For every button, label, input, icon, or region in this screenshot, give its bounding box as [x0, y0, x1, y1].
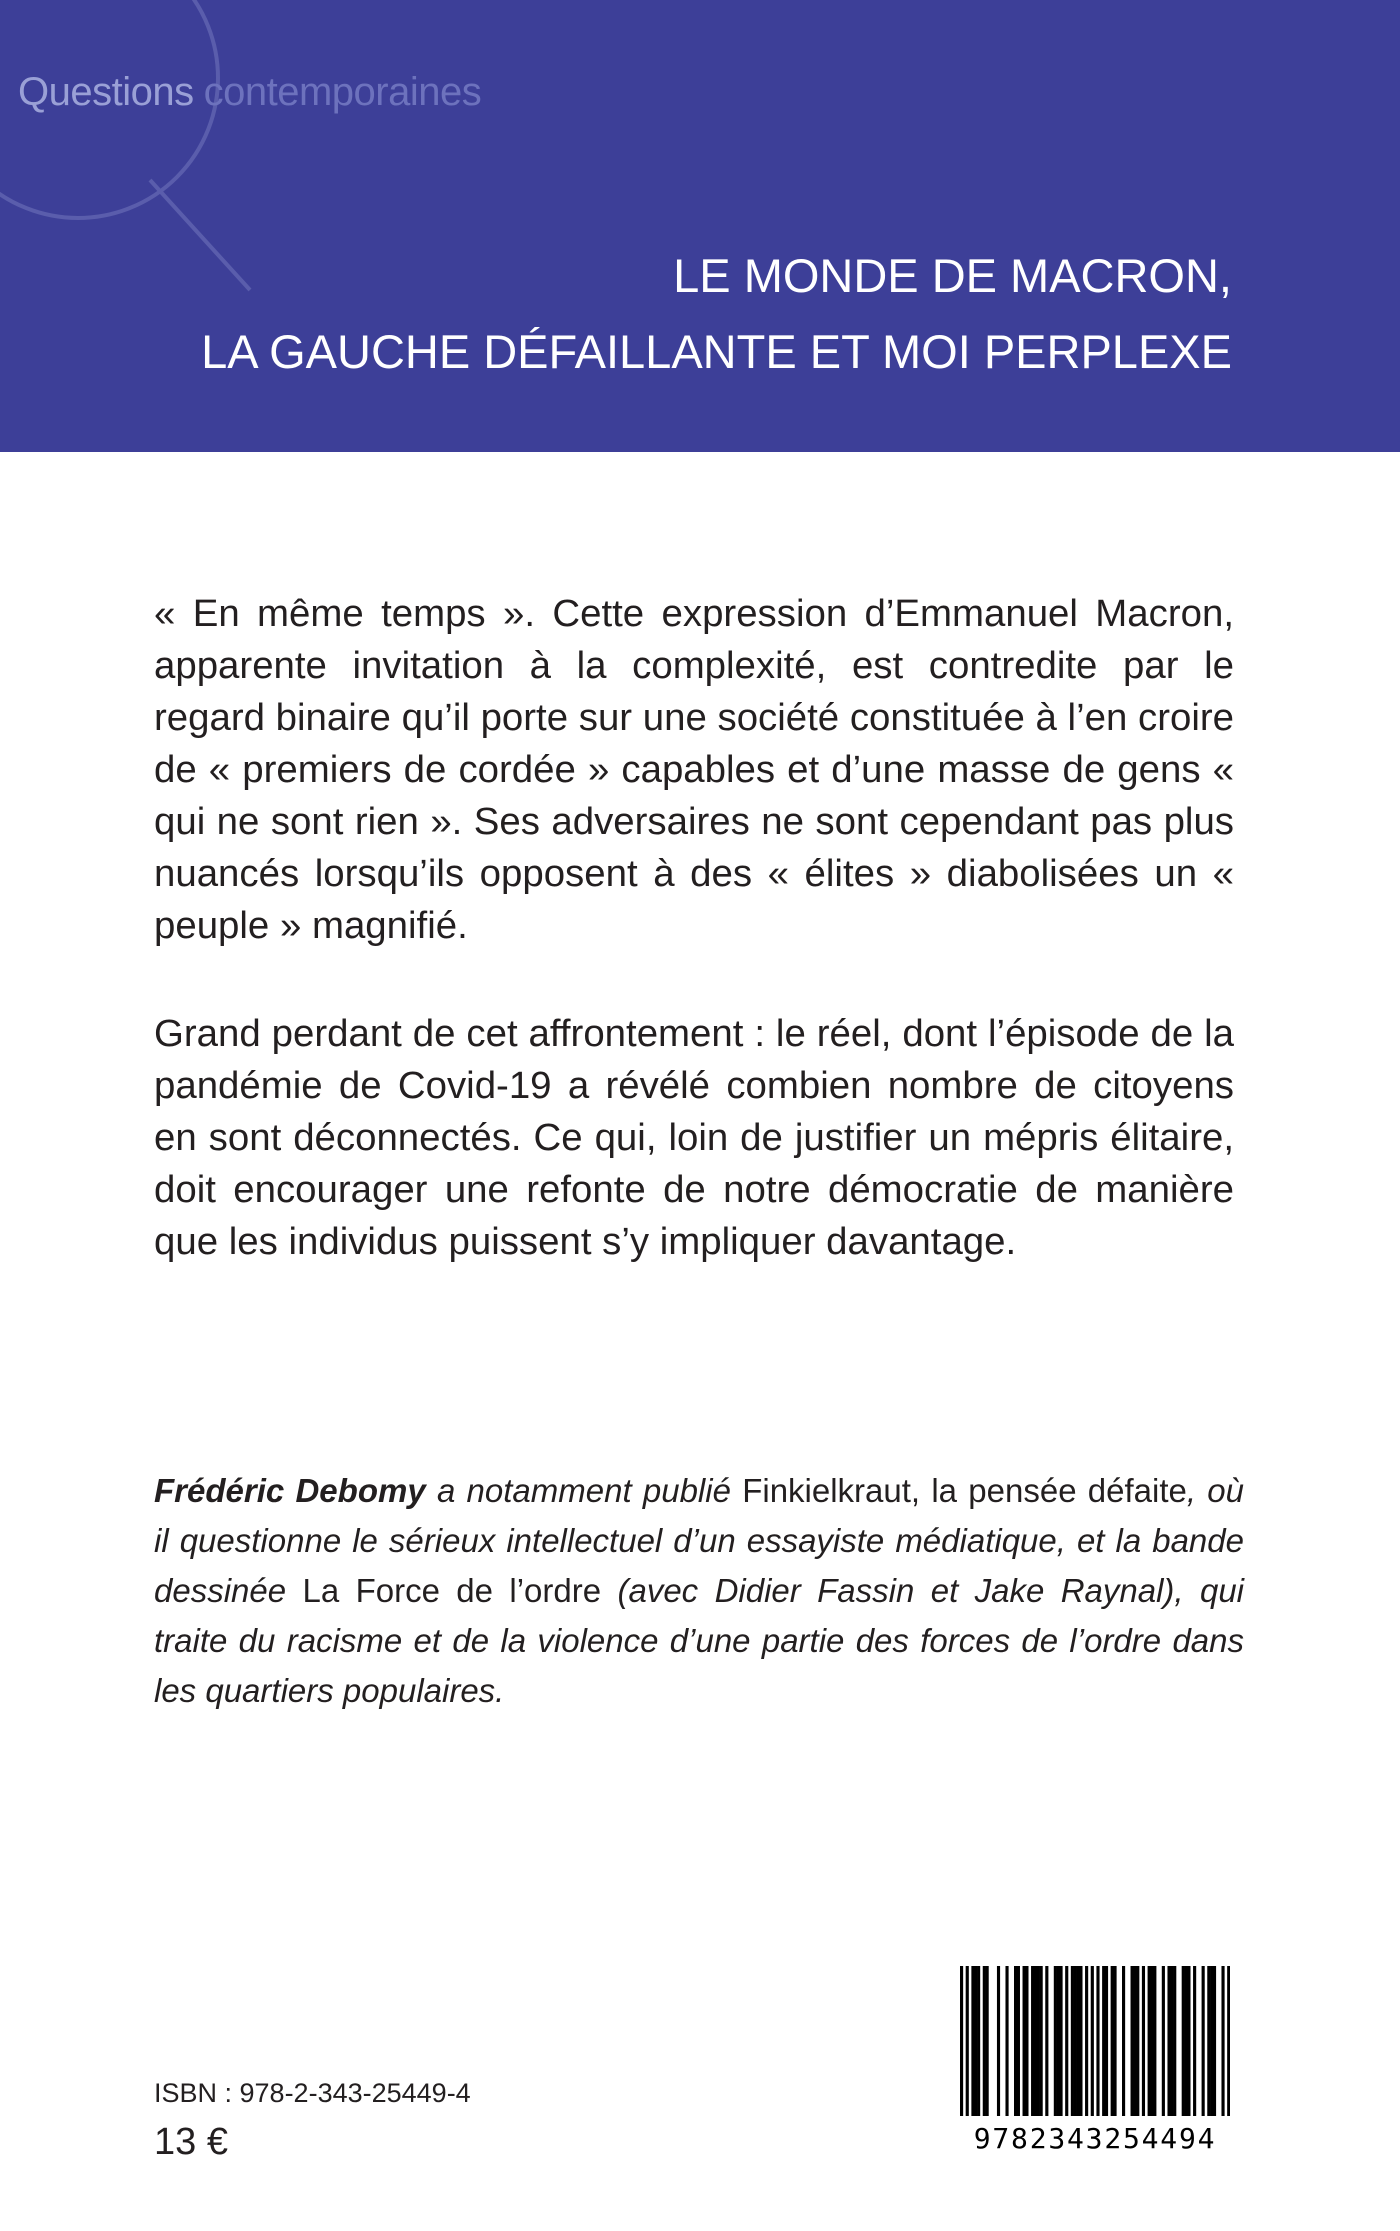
barcode-bar — [1102, 1966, 1105, 2116]
barcode-bar — [1185, 1966, 1188, 2116]
barcode-bar — [1162, 1966, 1165, 2116]
barcode-bar — [1005, 1966, 1008, 2116]
author-bio-text-3: (avec Didier Fassin et Jake Raynal), qui traite du racisme et de la violence d’une partie des forces de l’ordre dans les quartiers populaires. — [154, 1572, 1245, 1709]
barcode-bar — [1167, 1966, 1170, 2116]
barcode-bar — [1025, 1966, 1028, 2116]
barcode-digits: 9782343254494 — [973, 2122, 1217, 2155]
barcode-bar — [1136, 1966, 1139, 2116]
barcode-bar — [1193, 1966, 1196, 2116]
series-name — [18, 70, 481, 115]
price: 13 € — [154, 2121, 228, 2163]
barcode-bar — [986, 1966, 989, 2116]
blurb-paragraph-1: « En même temps ». Cette expression d’Emmanuel Macron, apparente invitation à la complexité, est contredite par le regard binaire qu’il porte sur une société constituée à l’en croire de « premiers de cordée » capables et d’une masse de gens « qui ne sont rien ». Ses adversaires ne sont cependant pas plus nuancés lorsqu’ils opposent à des « élites » diabolisées un « peuple » magnifié. — [154, 592, 1234, 947]
barcode-bar — [1071, 1966, 1074, 2116]
barcode-bar — [1173, 1966, 1176, 2116]
barcode-bar — [1170, 1966, 1173, 2116]
barcode-bar — [1045, 1966, 1048, 2116]
barcode — [960, 1966, 1230, 2166]
blurb-paragraph-2: Grand perdant de cet affrontement : le réel, dont l’épisode de la pandémie de Covid-19 a révélé combien nombre de citoyens en sont déconnectés. Ce qui, loin de justifier un mépris élitaire, doit encourager une refonte de notre démocratie de manière que les individus puissent s’y impliquer davantage. — [154, 1012, 1234, 1263]
barcode-bar — [960, 1966, 963, 2116]
barcode-bar — [1017, 1966, 1020, 2116]
barcode-bar — [1227, 1966, 1230, 2116]
barcode-bar — [1023, 1966, 1026, 2116]
barcode-bar — [983, 1966, 986, 2116]
barcode-bar — [1105, 1966, 1108, 2116]
barcode-bar — [1122, 1966, 1125, 2116]
barcode-bars-icon — [960, 1966, 1230, 2126]
book-title-line-1: LE MONDE DE MACRON, — [673, 249, 1232, 302]
barcode-bar — [966, 1966, 969, 2116]
barcode-bar — [1031, 1966, 1034, 2116]
book-title — [201, 238, 1232, 390]
barcode-bar — [1059, 1966, 1062, 2116]
barcode-bar — [1040, 1966, 1043, 2116]
barcode-bar — [1148, 1966, 1151, 2116]
barcode-bar — [1014, 1966, 1017, 2116]
barcode-bar — [1111, 1966, 1114, 2116]
barcode-bar — [1037, 1966, 1040, 2116]
barcode-bar — [1187, 1966, 1190, 2116]
series-word-questions: Questions — [18, 70, 194, 114]
author-bio — [154, 1466, 1244, 1716]
barcode-bar — [1221, 1966, 1224, 2116]
barcode-bar — [1096, 1966, 1099, 2116]
barcode-bar — [1133, 1966, 1136, 2116]
barcode-bar — [997, 1966, 1000, 2116]
barcode-bar — [974, 1966, 977, 2116]
barcode-bar — [971, 1966, 974, 2116]
barcode-bar — [1213, 1966, 1216, 2116]
barcode-bar — [1079, 1966, 1082, 2116]
barcode-bar — [1034, 1966, 1037, 2116]
barcode-bar — [1182, 1966, 1185, 2116]
author-book-1: Finkielkraut, la pensée défaite — [742, 1472, 1187, 1509]
barcode-bar — [1113, 1966, 1116, 2116]
barcode-bar — [1057, 1966, 1060, 2116]
barcode-bar — [1091, 1966, 1094, 2116]
author-bio-text-2: , où il questionne le sérieux intellectuel d’un essayiste médiatique, et la bande dessinée — [154, 1472, 1244, 1609]
barcode-bar — [1142, 1966, 1145, 2116]
author-bio-text-1: a notamment publié — [425, 1472, 743, 1509]
barcode-bar — [977, 1966, 980, 2116]
barcode-bar — [1065, 1966, 1068, 2116]
barcode-bar — [1074, 1966, 1077, 2116]
barcode-bar — [1153, 1966, 1156, 2116]
barcode-bar — [1207, 1966, 1210, 2116]
barcode-bar — [1210, 1966, 1213, 2116]
cover-header-band — [0, 0, 1400, 452]
barcode-bar — [1077, 1966, 1080, 2116]
author-book-2: La Force de l’ordre — [302, 1572, 602, 1609]
book-title-line-2: LA GAUCHE DÉFAILLANTE ET MOI PERPLEXE — [201, 325, 1232, 378]
barcode-bar — [1054, 1966, 1057, 2116]
barcode-bar — [1202, 1966, 1205, 2116]
series-word-contemporaines: contemporaines — [203, 70, 482, 114]
author-name: Frédéric Debomy — [154, 1472, 426, 1509]
isbn: ISBN : 978-2-343-25449-4 — [154, 2078, 471, 2108]
barcode-bar — [1150, 1966, 1153, 2116]
barcode-bar — [1085, 1966, 1088, 2116]
barcode-bar — [1131, 1966, 1134, 2116]
